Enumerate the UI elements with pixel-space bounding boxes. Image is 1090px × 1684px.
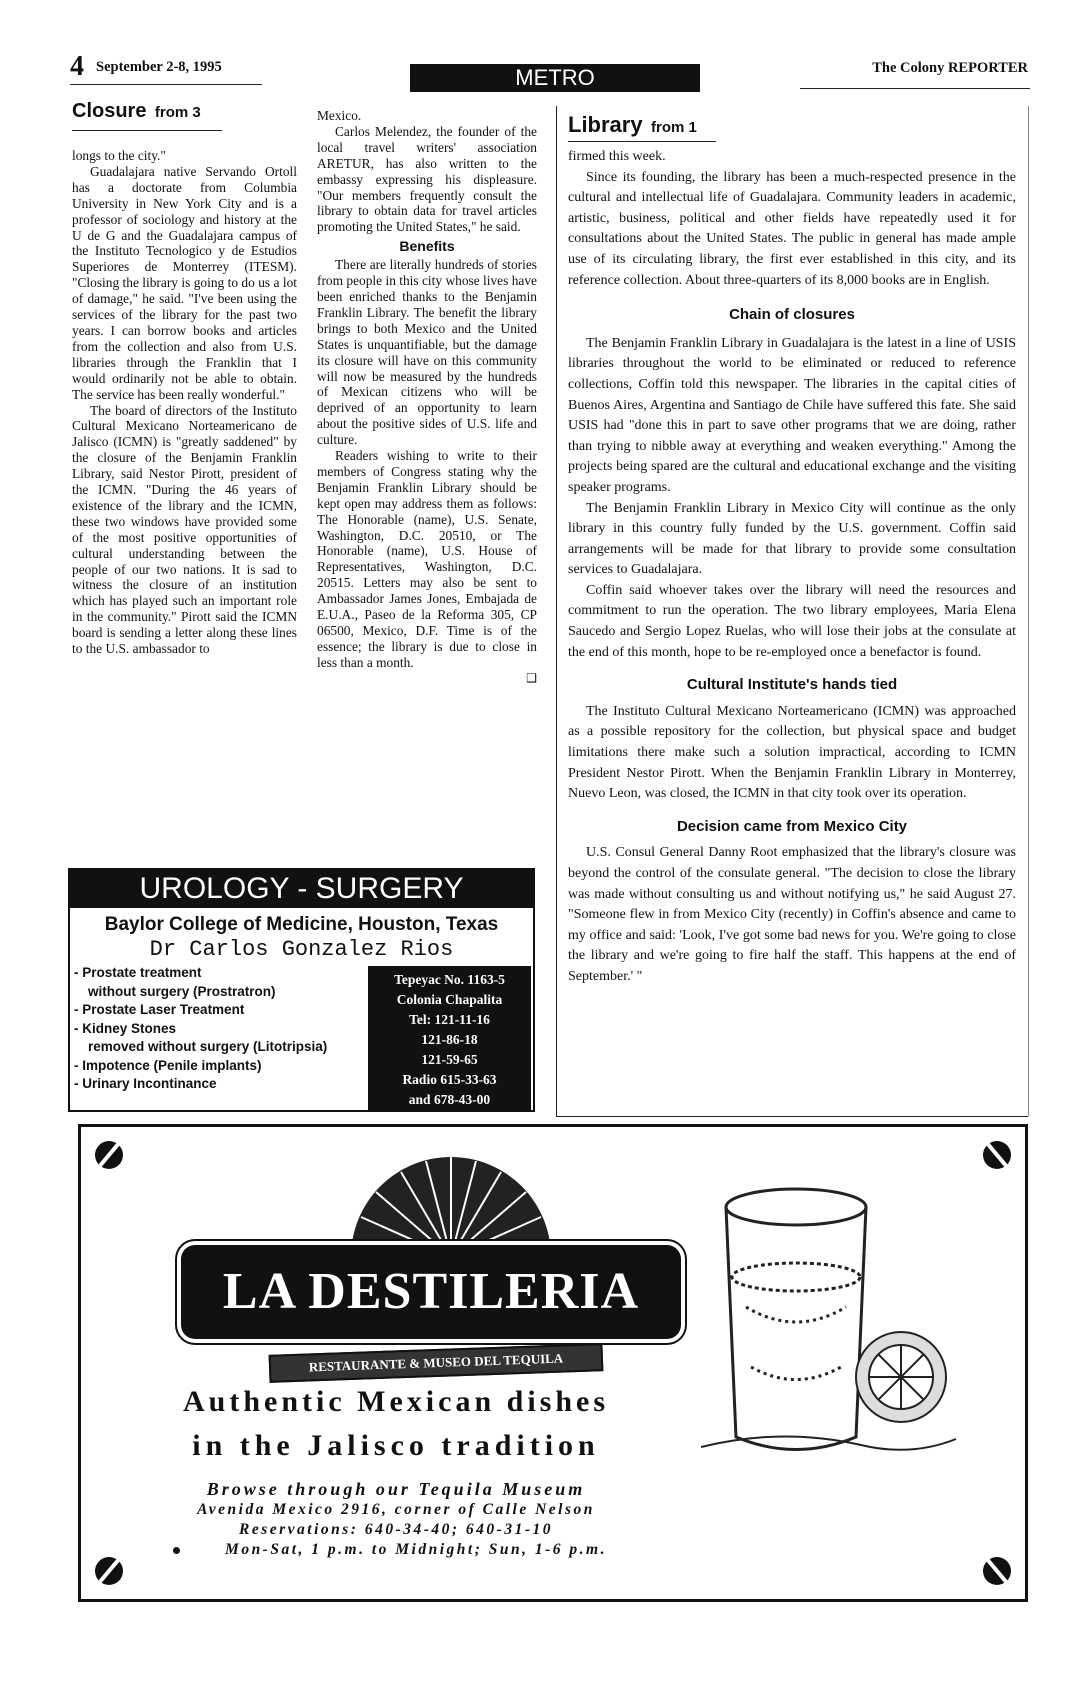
library-paragraph: U.S. Consul General Danny Root emphasized that the library's closure was beyond the control of the consulate general. "The decision to close the library was made without consulting us and without notifying us," he said August 27. "Someone flew in from Mexico City (recently) in Coffin's absence and came to my office and said: 'Look, I've got some bad news for you. We're going to close the library and we're going to fire half the staff. This happens at the end of September.' " — [568, 845, 1016, 984]
end-mark: ❑ — [526, 670, 537, 685]
contact-line: Tel: 121-11-16 — [409, 1012, 490, 1027]
closure-col1-paragraph: longs to the city." — [72, 148, 166, 163]
contact-line: Colonia Chapalita — [396, 992, 503, 1007]
closure-col2-paragraph: Readers wishing to write to their members of Congress stating why the Benjamin Franklin Library should be kept open may address them as follows: The Honorable (name), U.S. Senate, Washington, D.C. 20510, or The Honorable (name), U.S. House of Representatives, Washington, D.C. 20515. Letters may also be sent to Ambassador James Jones, Embajada de E.U.A., Paseo de la Reforma 305, CP 06500, Mexico, D.F. Time is of the essence; the library is due to close in less than a month. — [317, 448, 537, 670]
closure-jump: from 3 — [154, 104, 201, 121]
urology-banner-text: UROLOGY - SURGERY — [139, 872, 464, 905]
urology-banner — [70, 870, 533, 908]
column-divider — [556, 106, 557, 1116]
urology-ad — [68, 868, 535, 1112]
ad-address: Avenida Mexico 2916, corner of Calle Nelson — [197, 1501, 595, 1518]
closure-col2-paragraph: Carlos Melendez, the founder of the local travel writers' association ARETUR, has also written to the embassy expressing his displeasure. "Our members frequently consult the library to obtain data for travel articles promoting the United States," he said. — [317, 123, 537, 235]
urology-doctor: Dr Carlos Gonzalez Rios — [149, 937, 454, 962]
library-jump: from 1 — [651, 119, 697, 136]
corner-mark-icon — [95, 1557, 123, 1585]
library-paragraph: The Benjamin Franklin Library in Mexico City will continue as the only library in this country fully funded by the U.S. government. Coffin said arrangements will be made for that library to provide some consultation services to Guadalajara. — [568, 500, 1016, 578]
closure-col1-paragraph: The board of directors of the Instituto Cultural Mexicano Norteamericano de Jalisco (ICMN) is "greatly saddened" by the closure of the Benjamin Franklin Library, said Nestor Pirott, president of the ICMN. "During the 46 years of existence of the library and the ICMN, these two windows have provided some of the most positive opportunities of cultural understanding between the people of our two nations. It is sad to witness the closure of an institution which has played such an important role in the community." Pirott said the ICMN board is sending a letter along these lines to the U.S. ambassador to — [72, 402, 297, 657]
service-item: - Kidney Stones — [74, 1020, 177, 1036]
closure-col2-paragraph: There are literally hundreds of stories from people in this city whose lives have been enriched thanks to the Benjamin Franklin Library. The benefit the library brings to both Mexico and the United States is unquantifiable, but the damage its closure will have on this community will now be measured by the hundreds of Mexican citizens who will be deprived of an opportunity to learn about the positive sides of U.S. life and culture. — [317, 257, 537, 448]
header-rule-right — [800, 88, 1030, 89]
corner-mark-icon — [983, 1557, 1011, 1585]
ad-hours: Mon-Sat, 1 p.m. to Midnight; Sun, 1-6 p.m. — [225, 1541, 607, 1558]
contact-line: and 678-43-00 — [408, 1092, 491, 1107]
section-heading-decision: Decision came from Mexico City — [676, 817, 908, 835]
library-paragraph: firmed this week. — [568, 149, 666, 164]
contact-line: 121-86-18 — [421, 1032, 478, 1047]
library-paragraph: Coffin said whoever takes over the library will need the resources and commitment to run the operation. The two library employees, Maria Elena Saucedo and Sergio Lopez Ruelas, who will lose their jobs at the consulate at the end of this month, hope to be re-employed once a benefactor is found. — [568, 582, 1016, 660]
library-body — [568, 147, 1016, 988]
section-heading-cultural: Cultural Institute's hands tied — [686, 676, 898, 694]
logo-plaque — [181, 1245, 681, 1339]
urology-institution: Baylor College of Medicine, Houston, Texas — [104, 914, 499, 935]
library-headline — [568, 112, 868, 138]
section-heading-chain: Chain of closures — [729, 306, 855, 324]
logo-text: LA DESTILERIA — [222, 1263, 640, 1320]
service-item: removed without surgery (Litotripsia) — [88, 1039, 328, 1054]
closure-col2-paragraph: Mexico. — [317, 108, 362, 123]
library-paragraph: Since its founding, the library has been a much-respected presence in the cultural and intellectual life of Guadalajara. Community leaders in academic, artistic, business, political and other fields have repeatedly used it for consultations about the United States. The public in general has made ample use of its circulating library, the first ever established in this city, and its reference collection. About three-quarters of its 8,000 books are in English. — [568, 169, 1016, 288]
library-paragraph: The Instituto Cultural Mexicano Norteamericano (ICMN) was approached as a possible repository for the collection, but physical space and budget limitations there make such a solution impractical, according to ICMN President Nestor Pirott. When the Benjamin Franklin Library in Monterrey, Nuevo Leon, was closed, the ICMN in that city took over its operation. — [568, 703, 1016, 802]
closure-headline — [72, 100, 302, 123]
issue-date: September 2-8, 1995 — [96, 59, 222, 75]
tequila-glass-icon — [701, 1177, 961, 1467]
box-bottom-rule — [556, 1116, 1028, 1117]
urology-contact-box — [368, 966, 531, 1110]
page-number: 4 — [70, 51, 84, 82]
headline-line-1: Authentic Mexican dishes — [183, 1385, 609, 1418]
service-item: without surgery (Prostratron) — [88, 983, 276, 999]
header-rule-left — [70, 84, 262, 85]
ad-reservations: Reservations: 640-34-40; 640-31-10 — [238, 1521, 554, 1538]
service-item: - Impotence (Penile implants) — [74, 1057, 262, 1073]
urology-services — [74, 964, 364, 1094]
contact-line: 121-59-65 — [421, 1052, 478, 1067]
contact-line: Radio 615-33-63 — [402, 1072, 497, 1087]
library-title: Library — [568, 112, 643, 137]
closure-article — [72, 100, 542, 850]
bullet-icon — [173, 1547, 180, 1554]
service-item: - Prostate treatment — [74, 965, 202, 980]
corner-mark-icon — [95, 1141, 123, 1169]
section-banner — [410, 64, 700, 92]
library-paragraph: The Benjamin Franklin Library in Guadalajara is the latest in a line of USIS libraries throughout the world to be eliminated or reduced to reference collections, Coffin told this newspaper. The libraries in the capital cities of Buenos Aires, Argentina and Santiago de Chile have suffered this fate. She said USIS had "done this in part to save other programs that we are doing, rather than trying to nibble away at everything and weaken everything." Among the projects being spared are the cultural and educational exchange and the visiting speaker programs. — [568, 335, 1016, 495]
box-edge-right — [1028, 106, 1029, 1116]
closure-head-rule — [72, 130, 222, 131]
corner-mark-icon — [983, 1141, 1011, 1169]
masthead — [70, 52, 1030, 92]
headline-line-2: in the Jalisco tradition — [192, 1429, 600, 1462]
ad-tagline: Browse through our Tequila Museum — [206, 1479, 586, 1499]
sunburst-icon — [331, 1147, 571, 1257]
service-item: - Prostate Laser Treatment — [74, 1002, 245, 1017]
library-head-rule — [568, 141, 716, 142]
service-item: - Urinary Incontinance — [74, 1076, 217, 1091]
publication-name: The Colony REPORTER — [872, 60, 1028, 76]
closure-col-1 — [72, 148, 297, 657]
closure-col-2 — [317, 108, 537, 687]
destileria-ad — [78, 1124, 1028, 1602]
ribbon-text: RESTAURANTE & MUSEO DEL TEQUILA — [308, 1350, 564, 1375]
benefits-heading: Benefits — [399, 238, 455, 255]
library-article — [568, 108, 1016, 1112]
closure-title: Closure — [72, 100, 147, 122]
logo-ribbon — [269, 1343, 604, 1383]
section-label: METRO — [515, 65, 595, 90]
closure-col1-paragraph: Guadalajara native Servando Ortoll has a doctorate from Columbia University in New York City and is a professor of sociology and history at the U de G and the Guadalajara campus of the Instituto Tecnologico y de Estudios Superiores de Monterrey (ITESM). "Closing the library is going to do us a lot of damage," he said. "I've been using the services of the library for the past two years. I can borrow books and articles from the collection and also from U.S. libraries through the Franklin that I would ordinarily not be able to obtain. The service has been really wonderful." — [72, 163, 297, 402]
contact-line: Tepeyac No. 1163-5 — [394, 972, 505, 987]
